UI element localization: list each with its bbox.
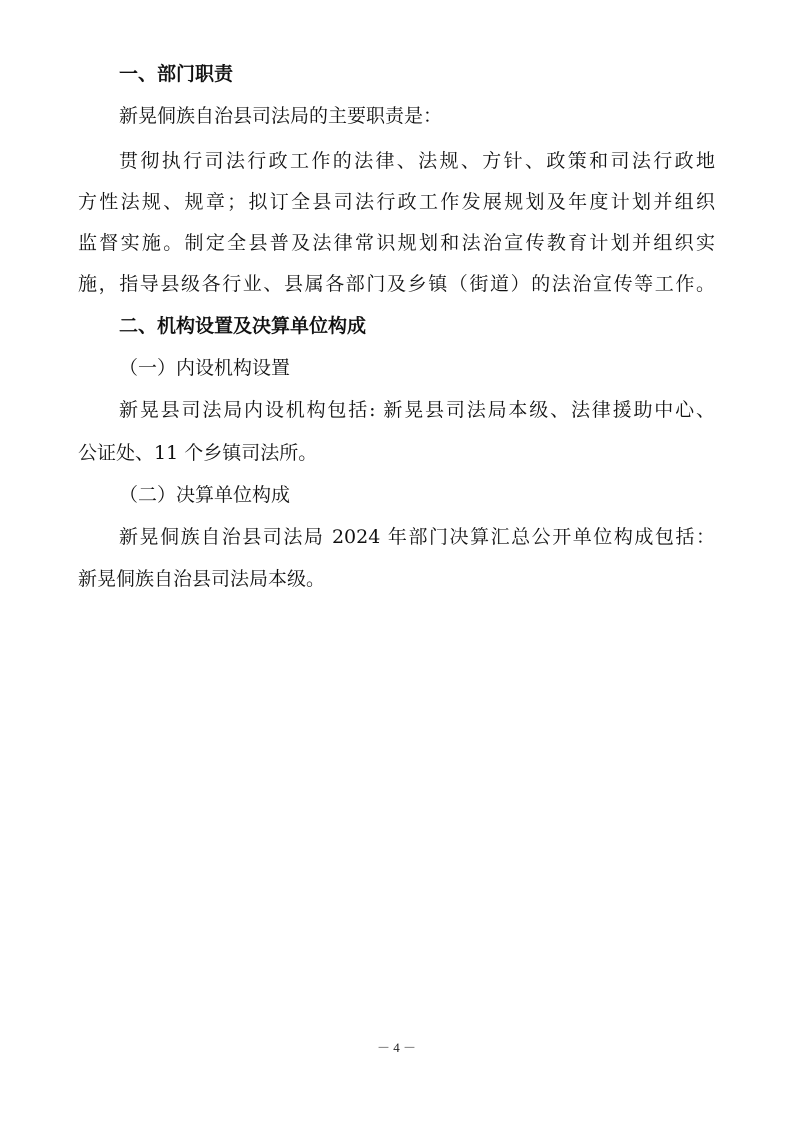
subsection-1-heading: （一）内设机构设置 (119, 357, 291, 379)
subsection-2-line-1: 新晃侗族自治县司法局 2024 年部门决算汇总公开单位构成包括： (119, 526, 715, 548)
section-1-paragraph-line-3: 监督实施。制定全县普及法律常识规划和法治宣传教育计划并组织实 (78, 232, 715, 254)
subsection-1-line-2: 公证处、11 个乡镇司法所。 (78, 442, 318, 464)
subsection-1-line-1: 新晃县司法局内设机构包括: 新晃县司法局本级、法律援助中心、 (119, 399, 715, 421)
section-2-heading: 二、机构设置及决算单位构成 (119, 315, 367, 337)
section-1-paragraph-line-1: 贯彻执行司法行政工作的法律、法规、方针、政策和司法行政地 (119, 150, 715, 172)
subsection-2-heading: （二）决算单位构成 (119, 484, 291, 506)
section-1-paragraph-line-4: 施，指导县级各行业、县属各部门及乡镇（街道）的法治宣传等工作。 (78, 273, 715, 295)
section-1-heading: 一、部门职责 (119, 63, 234, 85)
subsection-2-line-2: 新晃侗族自治县司法局本级。 (78, 568, 326, 590)
section-1-intro: 新晃侗族自治县司法局的主要职责是： (119, 105, 443, 127)
page-number: － 4 － (376, 1040, 416, 1055)
section-1-paragraph-line-2: 方性法规、规章；拟订全县司法行政工作发展规划及年度计划并组织 (78, 191, 715, 213)
